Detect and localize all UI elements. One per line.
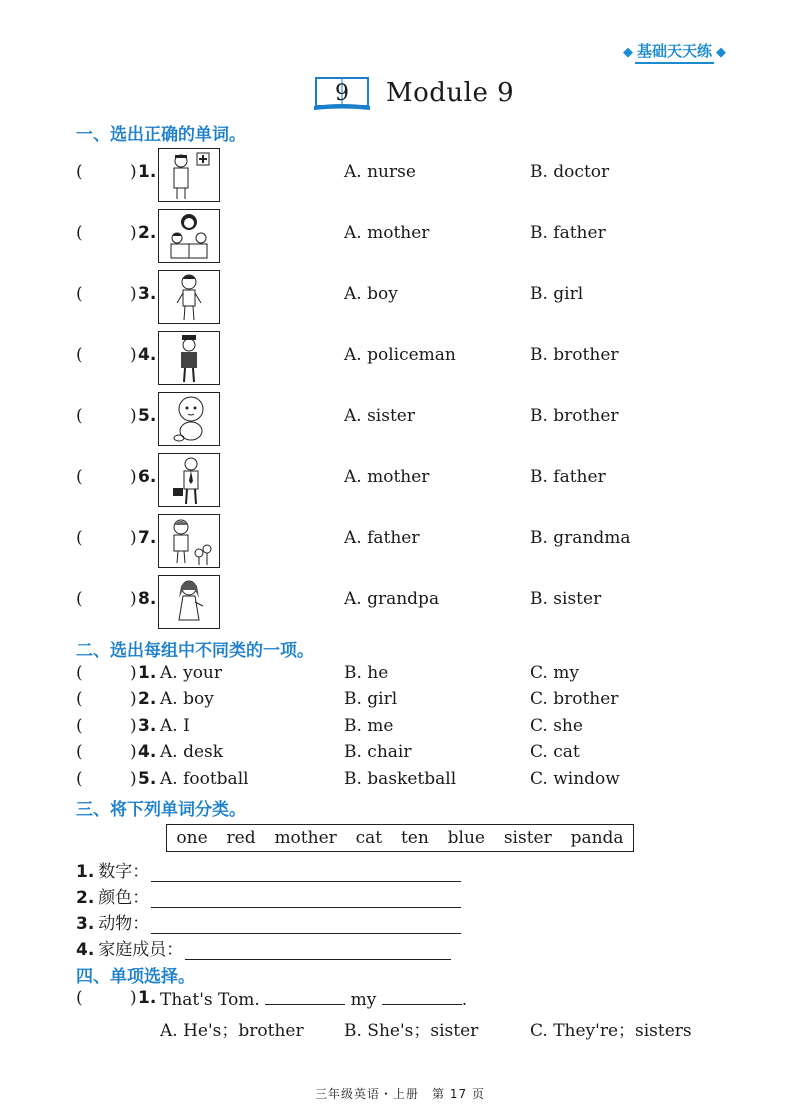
question-number: 1. <box>138 162 157 182</box>
question-number: 3. <box>138 284 157 304</box>
word-bank-word: blue <box>447 828 485 848</box>
question-number: 4. <box>138 345 157 365</box>
open-book-icon <box>312 74 372 112</box>
answer-paren-close[interactable]: ) <box>130 988 137 1008</box>
baby-figure-picture <box>158 392 220 446</box>
question-number: 4. <box>138 742 157 762</box>
answer-paren-open[interactable]: ( <box>76 689 83 709</box>
question-number: 1. <box>138 988 157 1008</box>
badge-text: 基础天天练 <box>635 40 714 64</box>
question-number: 1. <box>138 663 157 683</box>
sentence-part-1: That's Tom. <box>160 990 260 1010</box>
question-row <box>76 663 756 689</box>
category-number: 2. <box>76 888 95 908</box>
option-c[interactable]: C. my <box>530 663 579 683</box>
option-a[interactable]: A. football <box>160 769 249 789</box>
doctor-figure-picture <box>158 148 220 202</box>
question-number: 5. <box>138 769 157 789</box>
option-b[interactable]: B. doctor <box>530 162 610 182</box>
answer-paren-open[interactable]: ( <box>76 589 83 609</box>
answer-line[interactable] <box>151 863 461 882</box>
question-row <box>76 689 756 715</box>
option-b[interactable]: B. girl <box>344 689 398 709</box>
question-sentence <box>160 988 467 1010</box>
question-row <box>76 988 756 1014</box>
diamond-right-icon: ◆ <box>716 44 726 60</box>
question-row <box>76 392 756 446</box>
answer-paren-open[interactable]: ( <box>76 769 83 789</box>
category-number: 1. <box>76 862 95 882</box>
option-b[interactable]: B. me <box>344 716 394 736</box>
option-b[interactable]: B. father <box>530 223 606 243</box>
option-a[interactable]: A. boy <box>160 689 214 709</box>
question-number: 3. <box>138 716 157 736</box>
word-bank-word: panda <box>570 828 624 848</box>
question-number: 8. <box>138 589 157 609</box>
section3-heading: 三、将下列单词分类。 <box>76 800 246 820</box>
option-b[interactable]: B. girl <box>530 284 584 304</box>
diamond-left-icon: ◆ <box>622 44 633 60</box>
section2-heading: 二、选出每组中不同类的一项。 <box>76 641 314 661</box>
category-row <box>76 936 451 960</box>
answer-paren-close[interactable]: ) <box>130 742 137 762</box>
answer-paren-close[interactable]: ) <box>130 769 137 789</box>
option-b[interactable]: B. She's；sister <box>344 1021 479 1041</box>
option-a[interactable]: A. I <box>160 716 190 736</box>
question-row <box>76 453 756 507</box>
option-a[interactable]: A. He's；brother <box>160 1021 304 1041</box>
question-row <box>76 270 756 324</box>
option-b[interactable]: B. he <box>344 663 389 683</box>
category-number: 3. <box>76 914 95 934</box>
question-row <box>76 331 756 385</box>
question-row <box>76 575 756 629</box>
answer-paren-open[interactable]: ( <box>76 406 83 426</box>
question-number: 2. <box>138 689 157 709</box>
grandma-flowers-picture <box>158 514 220 568</box>
category-label: 颜色： <box>98 888 150 908</box>
answer-blank-2[interactable] <box>382 988 462 1005</box>
option-b[interactable]: B. father <box>530 467 606 487</box>
answer-paren-close[interactable]: ) <box>130 162 137 182</box>
answer-paren-open[interactable]: ( <box>76 162 83 182</box>
category-row <box>76 884 461 908</box>
category-label: 家庭成员： <box>98 940 184 960</box>
answer-paren-open[interactable]: ( <box>76 663 83 683</box>
category-number: 4. <box>76 940 95 960</box>
answer-paren-close[interactable]: ) <box>130 528 137 548</box>
option-c[interactable]: C. she <box>530 716 583 736</box>
question-number: 6. <box>138 467 157 487</box>
option-b[interactable]: B. brother <box>530 406 619 426</box>
answer-paren-close[interactable]: ) <box>130 467 137 487</box>
answer-paren-open[interactable]: ( <box>76 345 83 365</box>
boy-figure-picture <box>158 270 220 324</box>
series-badge <box>623 40 726 64</box>
section4-heading: 四、单项选择。 <box>76 967 195 987</box>
option-a[interactable]: A. nurse <box>344 162 416 182</box>
option-a[interactable]: A. your <box>160 663 222 683</box>
word-bank <box>166 824 634 852</box>
answer-line[interactable] <box>151 915 461 934</box>
question-row <box>76 769 756 795</box>
option-b[interactable]: B. grandma <box>530 528 631 548</box>
answer-line[interactable] <box>151 889 461 908</box>
option-c[interactable]: C. cat <box>530 742 580 762</box>
girl-figure-picture <box>158 575 220 629</box>
option-a[interactable]: A. mother <box>344 223 430 243</box>
option-a[interactable]: A. father <box>344 528 420 548</box>
word-bank-word: mother <box>274 828 337 848</box>
word-bank-word: sister <box>503 828 552 848</box>
page-footer: 三年级英语・上册 第 17 页 <box>315 1087 485 1101</box>
answer-paren-close[interactable]: ) <box>130 406 137 426</box>
answer-paren-close[interactable]: ) <box>130 663 137 683</box>
category-row <box>76 910 461 934</box>
option-b[interactable]: B. sister <box>530 589 602 609</box>
word-bank-word: ten <box>400 828 429 848</box>
module-number: 9 <box>335 81 349 106</box>
answer-line[interactable] <box>185 941 451 960</box>
question-row <box>76 716 756 742</box>
option-a[interactable]: A. sister <box>344 406 415 426</box>
category-row <box>76 858 461 882</box>
word-bank-word: red <box>226 828 256 848</box>
question-number: 7. <box>138 528 157 548</box>
page-title <box>312 74 514 112</box>
answer-paren-open[interactable]: ( <box>76 223 83 243</box>
option-a[interactable]: A. mother <box>344 467 430 487</box>
question-row <box>76 514 756 568</box>
answer-paren-open[interactable]: ( <box>76 284 83 304</box>
word-bank-word: cat <box>355 828 383 848</box>
option-b[interactable]: B. brother <box>530 345 619 365</box>
answer-paren-close[interactable]: ) <box>130 284 137 304</box>
answer-paren-close[interactable]: ) <box>130 689 137 709</box>
section1-heading: 一、选出正确的单词。 <box>76 125 246 145</box>
answer-blank-1[interactable] <box>265 988 345 1005</box>
option-a[interactable]: A. policeman <box>344 345 456 365</box>
option-a[interactable]: A. grandpa <box>344 589 440 609</box>
question-number: 2. <box>138 223 157 243</box>
answer-paren-open[interactable]: ( <box>76 528 83 548</box>
sentence-part-2: my <box>350 990 377 1010</box>
answer-paren-close[interactable]: ) <box>130 223 137 243</box>
option-b[interactable]: B. basketball <box>344 769 457 789</box>
answer-paren-open[interactable]: ( <box>76 716 83 736</box>
option-a[interactable]: A. boy <box>344 284 398 304</box>
category-label: 动物： <box>98 914 150 934</box>
sentence-end: . <box>461 990 468 1010</box>
option-b[interactable]: B. chair <box>344 742 412 762</box>
mother-children-picture <box>158 209 220 263</box>
category-label: 数字： <box>98 862 150 882</box>
option-c[interactable]: C. window <box>530 769 620 789</box>
answer-paren-open[interactable]: ( <box>76 988 83 1008</box>
answer-paren-close[interactable]: ) <box>130 345 137 365</box>
answer-paren-close[interactable]: ) <box>130 589 137 609</box>
word-bank-word: one <box>176 828 208 848</box>
question-row <box>76 148 756 202</box>
option-c[interactable]: C. brother <box>530 689 619 709</box>
question-row <box>76 209 756 263</box>
man-briefcase-picture <box>158 453 220 507</box>
answer-paren-close[interactable]: ) <box>130 716 137 736</box>
question-number: 5. <box>138 406 157 426</box>
option-a[interactable]: A. desk <box>160 742 224 762</box>
question-row <box>76 742 756 768</box>
option-c[interactable]: C. They're；sisters <box>530 1021 692 1041</box>
answer-paren-open[interactable]: ( <box>76 467 83 487</box>
answer-paren-open[interactable]: ( <box>76 742 83 762</box>
module-title: Module 9 <box>386 78 515 108</box>
policeman-figure-picture <box>158 331 220 385</box>
